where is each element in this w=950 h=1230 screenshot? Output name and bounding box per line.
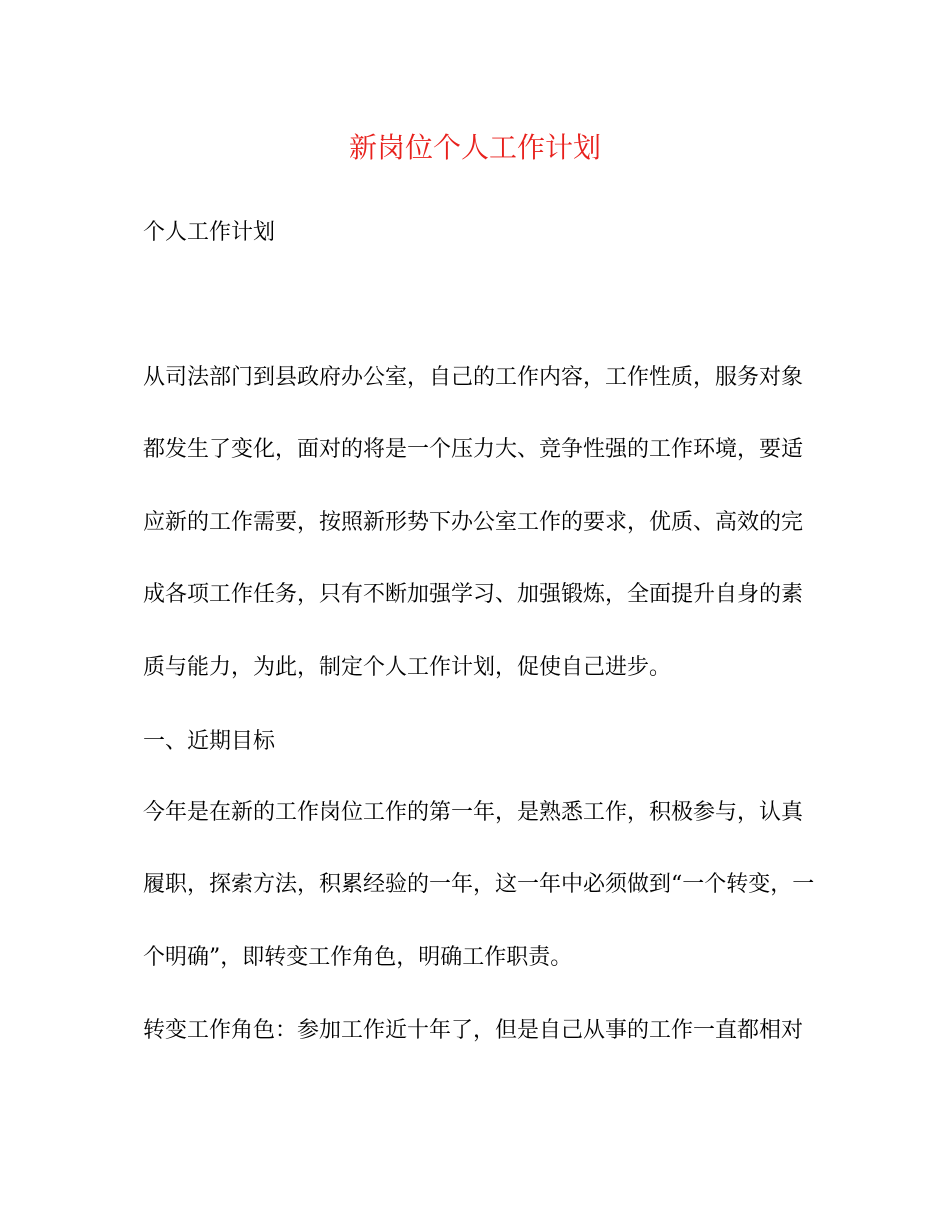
body-line: 都发生了变化，面对的将是一个压力大、竞争性强的工作环境，要适	[143, 437, 804, 462]
body-line: 今年是在新的工作岗位工作的第一年，是熟悉工作，积极参与，认真	[143, 800, 804, 825]
body-line: 从司法部门到县政府办公室，自己的工作内容，工作性质，服务对象	[143, 365, 804, 390]
body-line: 成各项工作任务，只有不断加强学习、加强锻炼，全面提升自身的素	[143, 582, 804, 607]
body-line: 转变工作角色：参加工作近十年了，但是自己从事的工作一直都相对	[143, 1018, 804, 1043]
document-subtitle: 个人工作计划	[143, 220, 276, 245]
section-heading: 一、近期目标	[143, 729, 276, 754]
body-line: 履职，探索方法，积累经验的一年，这一年中必须做到“一个转变，一	[143, 872, 815, 897]
body-line: 质与能力，为此，制定个人工作计划，促使自己进步。	[143, 655, 672, 680]
body-line: 个明确”，即转变工作角色，明确工作职责。	[143, 945, 573, 970]
body-line: 应新的工作需要，按照新形势下办公室工作的要求，优质、高效的完	[143, 510, 804, 535]
document-title: 新岗位个人工作计划	[348, 131, 601, 164]
